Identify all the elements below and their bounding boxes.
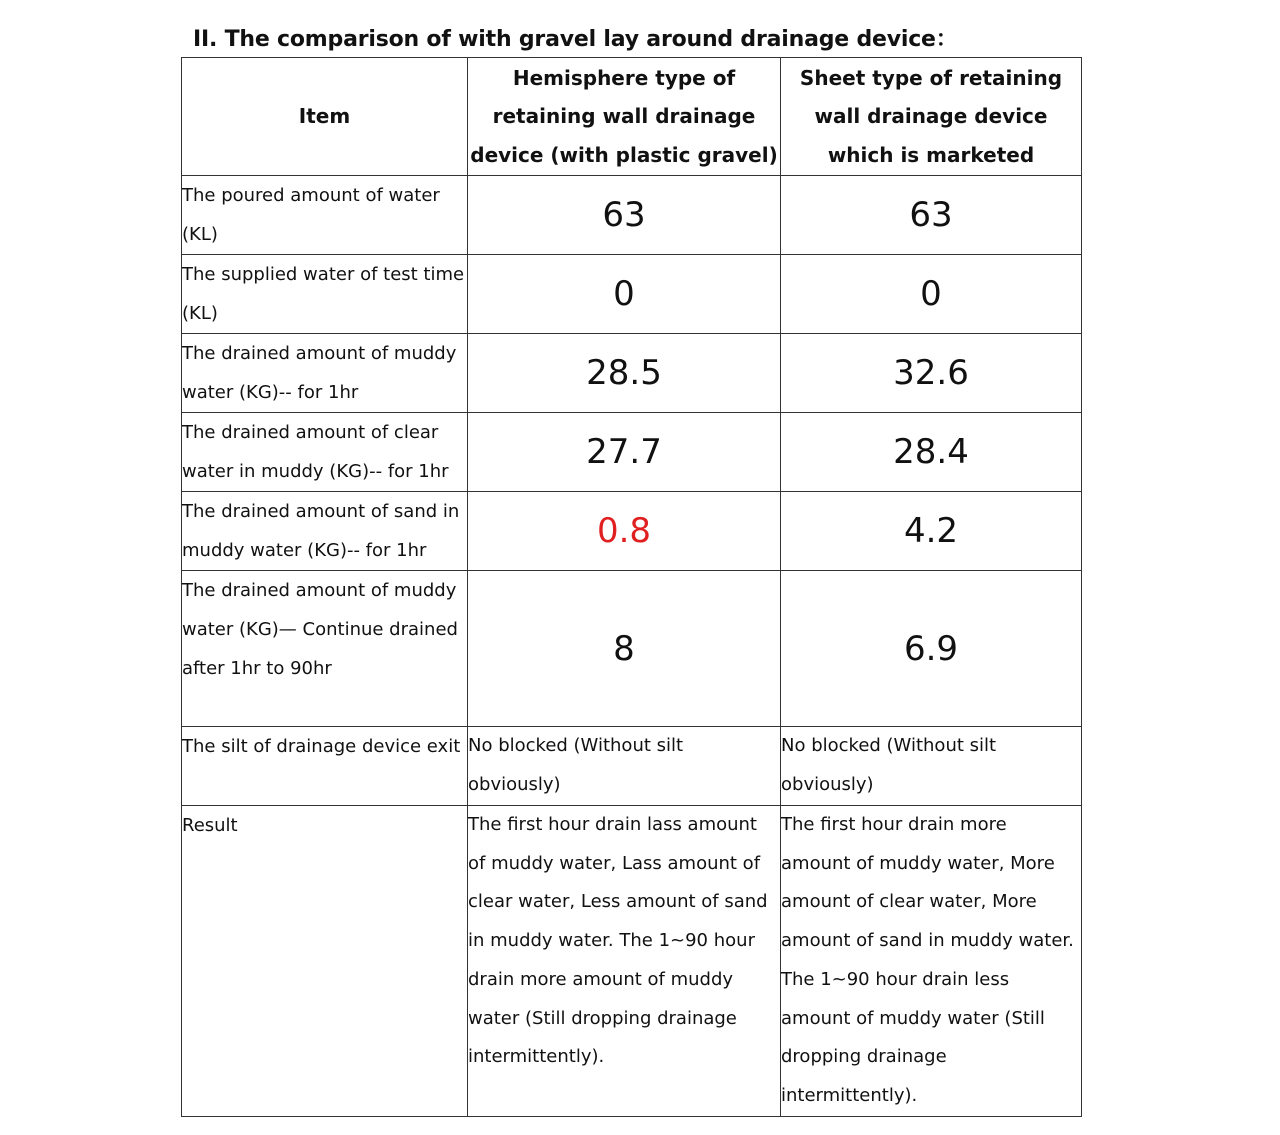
sheet-value: 6.9 <box>781 571 1082 727</box>
row-label: The drained amount of sand in muddy water (KG)-- for 1hr <box>182 492 468 571</box>
table-row <box>182 571 1082 727</box>
sheet-value: 0 <box>781 255 1082 334</box>
table-row <box>182 492 1082 571</box>
hemisphere-value: 0 <box>468 255 781 334</box>
hemisphere-value: 28.5 <box>468 334 781 413</box>
table-row <box>182 334 1082 413</box>
table-row <box>182 413 1082 492</box>
hemisphere-value: 8 <box>468 571 781 727</box>
row-label: The drained amount of clear water in muddy (KG)-- for 1hr <box>182 413 468 492</box>
sheet-value: No blocked (Without silt obviously) <box>781 727 1082 806</box>
sheet-value: 32.6 <box>781 334 1082 413</box>
row-label: The silt of drainage device exit <box>182 727 468 806</box>
row-label: The poured amount of water (KL) <box>182 176 468 255</box>
hemisphere-value: 27.7 <box>468 413 781 492</box>
hemisphere-value: No blocked (Without silt obviously) <box>468 727 781 806</box>
comparison-table <box>181 57 1082 1117</box>
sheet-value: 28.4 <box>781 413 1082 492</box>
table-row <box>182 806 1082 1117</box>
table-row <box>182 727 1082 806</box>
row-label: The supplied water of test time (KL) <box>182 255 468 334</box>
hemisphere-value: 63 <box>468 176 781 255</box>
sheet-value: 63 <box>781 176 1082 255</box>
header-hemisphere-device: Hemisphere type of retaining wall drainage device (with plastic gravel) <box>468 58 781 176</box>
header-item: Item <box>182 58 468 176</box>
table-row <box>182 255 1082 334</box>
hemisphere-value-highlighted: 0.8 <box>468 492 781 571</box>
table-header-row <box>182 58 1082 176</box>
document-title: II. The comparison of with gravel lay around drainage device： <box>193 27 958 52</box>
row-label: The drained amount of muddy water (KG)— Continue drained after 1hr to 90hr <box>182 571 468 727</box>
header-sheet-device: Sheet type of retaining wall drainage device which is marketed <box>781 58 1082 176</box>
table-row <box>182 176 1082 255</box>
sheet-result: The first hour drain more amount of muddy water, More amount of clear water, More amount of sand in muddy water. The 1~90 hour drain less amount of muddy water (Still dropping drainage intermittently). <box>781 806 1082 1117</box>
row-label: The drained amount of muddy water (KG)-- for 1hr <box>182 334 468 413</box>
row-label: Result <box>182 806 468 1117</box>
hemisphere-result: The first hour drain lass amount of muddy water, Lass amount of clear water, Less amount of sand in muddy water. The 1~90 hour drain more amount of muddy water (Still dropping drainage intermittently). <box>468 806 781 1117</box>
sheet-value: 4.2 <box>781 492 1082 571</box>
